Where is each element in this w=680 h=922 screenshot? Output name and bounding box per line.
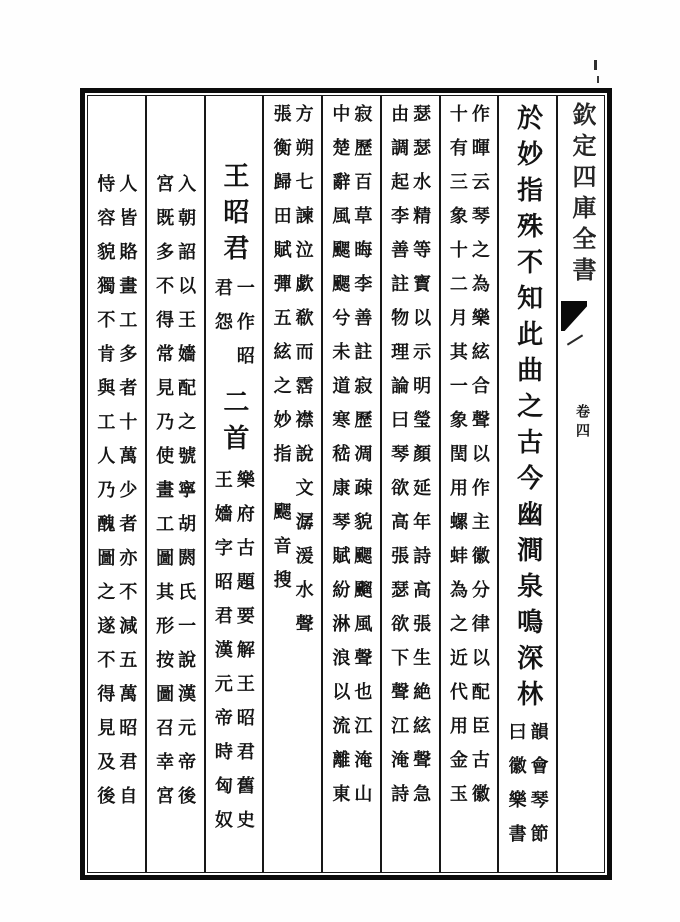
poem-title: 王昭君 — [219, 162, 249, 270]
annotation-sub-left: 曰徽樂書 — [506, 722, 527, 858]
annotation-column — [147, 96, 206, 872]
annotation-pair — [212, 470, 256, 844]
annotation-sub-right: 作暉云琴之為樂絃合聲以作主徽分律以配臣古徽 — [469, 104, 490, 818]
annotation-sub-right: 樂府古題要解王昭君舊史 — [234, 470, 255, 844]
annotation-sub-left: 恃容貌獨不肯與工人乃醜圖之遂不得見及後 — [95, 174, 116, 820]
phonetic-gloss: 颸音搜 — [271, 502, 292, 604]
annotation-sub-right: 入朝詔以王嬙配之號寧胡閼氏一說漢元帝後 — [176, 174, 197, 820]
scan-speck — [594, 60, 597, 70]
annotation-sub-right: 瑟瑟水精等寳以示明瑩顏延年詩高張生絶絃聲急 — [411, 104, 432, 818]
annotation-column — [264, 96, 323, 872]
annotation-sub-right: 寂歷百草晦李善註寂歷凋疎貌颸飀風聲也江淹山 — [352, 104, 373, 818]
annotation-pair — [94, 174, 138, 820]
annotation-pair — [271, 104, 315, 648]
book-title: 欽定四庫全書 — [568, 102, 594, 288]
margin-column — [558, 96, 604, 872]
fishtail-marker — [561, 301, 587, 331]
variant-title-right: 一作昭 — [234, 278, 255, 380]
annotation-pair — [329, 104, 373, 818]
poem-title-column — [206, 96, 265, 872]
annotation-sub-right: 韻會琴節 — [528, 722, 549, 858]
volume-label: 卷四 — [574, 404, 589, 442]
text-grid — [87, 95, 605, 873]
scan-speck — [597, 76, 599, 83]
poem-text: 於妙指殊不知此曲之古今幽澗泉鳴深林 — [513, 104, 543, 716]
annotation-sub-right: 方朔七諫泣歔欷而霑襟說文潺湲水聲 — [293, 104, 314, 648]
annotation-quote: 張衡歸田賦彈五絃之妙指 — [271, 104, 292, 478]
annotation-sub-left — [273, 104, 291, 604]
poem-count: 二首 — [219, 388, 249, 460]
annotation-sub-left: 王嬙字昭君漢元帝時匈奴 — [212, 470, 233, 844]
annotation-column — [441, 96, 500, 872]
annotation-sub-right: 人皆賂畫工多者十萬少者亦不減五萬昭君自 — [117, 174, 138, 820]
annotation-sub-left: 中楚辭風颸颸兮未道寒嵇康琴賦紛淋浪以流離東 — [330, 104, 351, 818]
annotation-pair — [388, 104, 432, 818]
annotation-column — [323, 96, 382, 872]
page-frame — [80, 88, 612, 880]
annotation-sub-left: 宮既多不得常見乃使畫工圖其形按圖召幸宮 — [154, 174, 175, 820]
fishtail-tick — [567, 334, 583, 345]
variant-title-pair — [212, 278, 256, 380]
annotation-sub-left: 十有三象十二月其一象閏用螺蚌為之近代用金玉 — [447, 104, 468, 818]
annotation-pair — [506, 722, 550, 858]
variant-title-left: 君怨 — [212, 278, 233, 346]
poem-text-column — [499, 96, 558, 872]
annotation-column — [88, 96, 147, 872]
annotation-sub-left: 由調起李善註物理論曰琴欲高張瑟欲下聲江淹詩 — [389, 104, 410, 818]
annotation-pair — [153, 174, 197, 820]
annotation-pair — [447, 104, 491, 818]
annotation-column — [382, 96, 441, 872]
